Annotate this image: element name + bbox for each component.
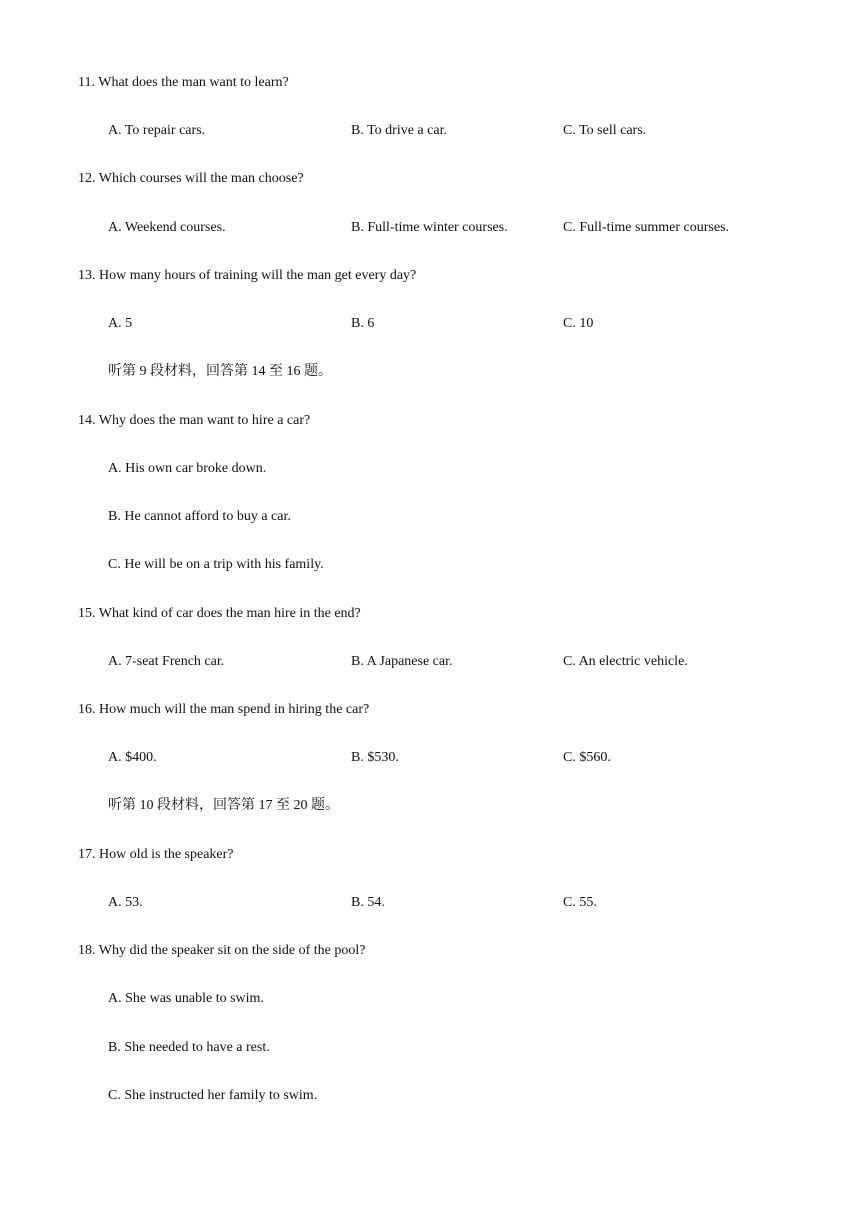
question-16-option-b: B. $530.: [351, 750, 399, 765]
section-10-instruction: 听第 10 段材料，回答第 17 至 20 题。: [108, 798, 339, 813]
question-17-option-c: C. 55.: [563, 895, 597, 910]
question-15-option-a: A. 7-seat French car.: [108, 654, 225, 669]
question-13-option-a: A. 5: [108, 316, 133, 331]
question-11-option-a: A. To repair cars.: [108, 123, 206, 138]
question-16-option-c: C. $560.: [563, 750, 611, 765]
section-9-instruction: 听第 9 段材料，回答第 14 至 16 题。: [108, 364, 332, 379]
question-18-option-b: B. She needed to have a rest.: [108, 1040, 270, 1055]
question-13-option-c: C. 10: [563, 316, 594, 331]
question-18-option-a: A. She was unable to swim.: [108, 991, 264, 1006]
question-15: 15. What kind of car does the man hire in the end?: [78, 606, 361, 621]
question-12-option-c: C. Full-time summer courses.: [563, 220, 730, 235]
question-11-option-b: B. To drive a car.: [351, 123, 447, 138]
question-13: 13. How many hours of training will the man get every day?: [78, 268, 417, 283]
question-18: 18. Why did the speaker sit on the side of the pool?: [78, 943, 366, 958]
question-11: 11. What does the man want to learn?: [78, 75, 289, 90]
question-16: 16. How much will the man spend in hiring the car?: [78, 702, 370, 717]
question-15-option-b: B. A Japanese car.: [351, 654, 453, 669]
question-12: 12. Which courses will the man choose?: [78, 171, 304, 186]
question-12-option-b: B. Full-time winter courses.: [351, 220, 508, 235]
question-14-option-c: C. He will be on a trip with his family.: [108, 557, 324, 572]
question-14-option-a: A. His own car broke down.: [108, 461, 267, 476]
question-18-option-c: C. She instructed her family to swim.: [108, 1088, 318, 1103]
question-17: 17. How old is the speaker?: [78, 847, 234, 862]
question-13-option-b: B. 6: [351, 316, 375, 331]
question-17-option-b: B. 54.: [351, 895, 385, 910]
question-12-option-a: A. Weekend courses.: [108, 220, 226, 235]
question-15-option-c: C. An electric vehicle.: [563, 654, 688, 669]
question-14: 14. Why does the man want to hire a car?: [78, 413, 311, 428]
question-16-option-a: A. $400.: [108, 750, 157, 765]
question-17-option-a: A. 53.: [108, 895, 143, 910]
question-11-option-c: C. To sell cars.: [563, 123, 647, 138]
question-14-option-b: B. He cannot afford to buy a car.: [108, 509, 291, 524]
